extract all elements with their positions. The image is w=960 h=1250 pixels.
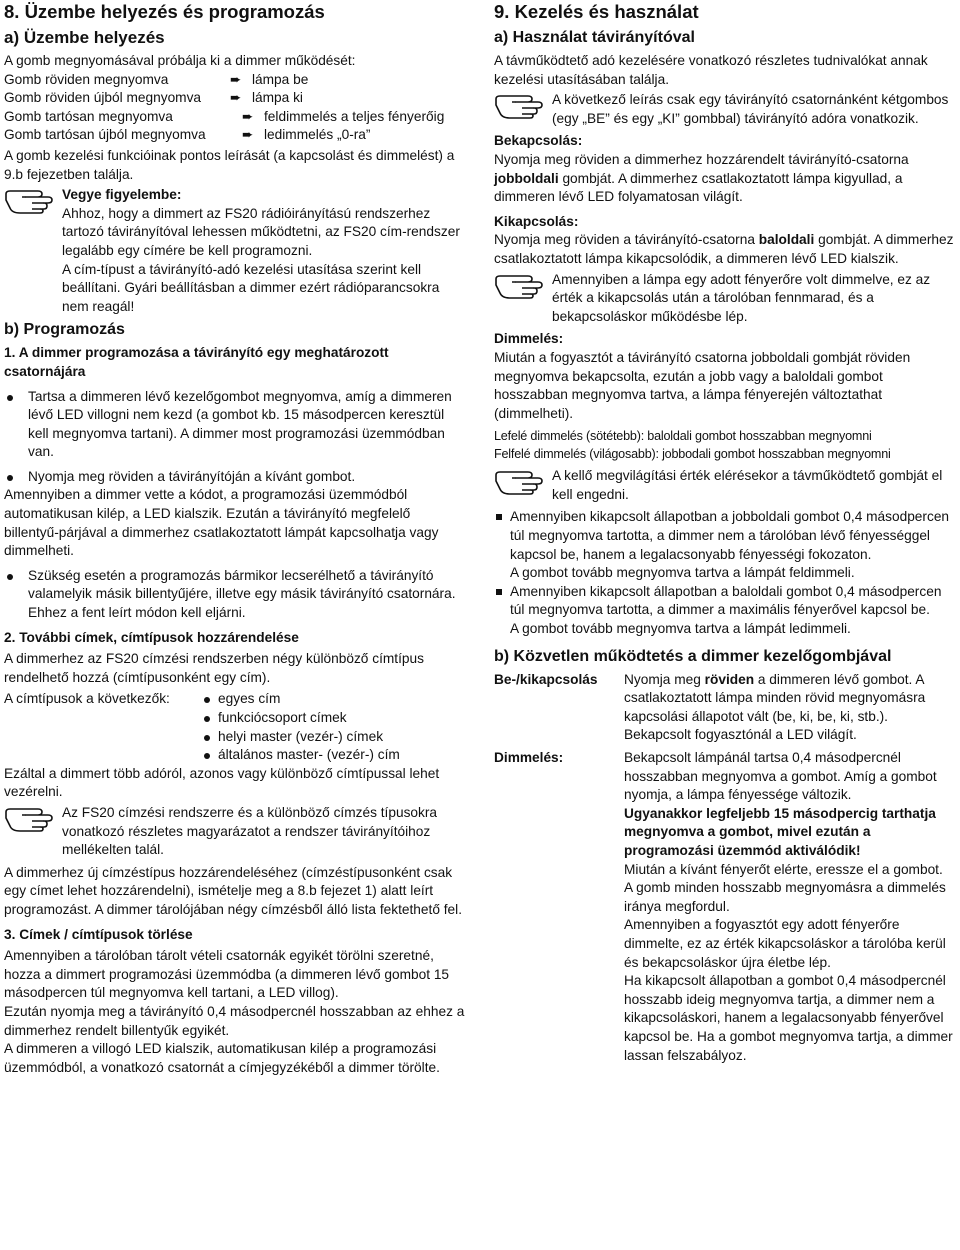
paragraph: A dimmerhez az FS20 címzési rendszerben négy különböző címtípus rendelhető hozzá (címtípusonként egy cím). [4, 651, 424, 685]
right-column [494, 0, 956, 1065]
bullet-item: Tartsa a dimmeren lévő kezelőgombot megnyomva, amíg a dimmeren lévő LED villogni nem kezd (a gombot kb. 15 másodpercen keresztül kell megnyomva tartani). A dimmer most programozási üzemmódban van. [4, 388, 466, 462]
step-title: 2. További címek, címtípusok hozzárendelése [4, 629, 299, 645]
left-column [4, 0, 466, 1077]
subsection-title: a) Használat távirányítóval [494, 29, 695, 46]
definition-term: Dimmelés: [494, 750, 564, 765]
arrow-right-icon: ➨ [242, 127, 254, 143]
step-title: 3. Címek / címtípusok törlése [4, 926, 193, 942]
note-block [494, 91, 956, 128]
pointing-hand-icon [4, 188, 58, 214]
definition-row: Be-/kikapcsolás Nyomja meg röviden a dimmeren lévő gombot. A csatlakoztatott lámpa minden rövid megnyomásra kapcsolási állapotot vált (be, ki, be, ki, stb.). Bekapcsolt fogyasztónál a LED világít. [494, 671, 956, 745]
paragraph: Ezután nyomja meg a távirányító 0,4 másodpercnél hosszabban az ehhez a dimmerhez rendelt billentyűk egyikét. [4, 1003, 465, 1038]
subsection-title: a) Üzembe helyezés [4, 28, 165, 47]
note-text: A cím-típust a távirányító-adó kezelési utasítása szerint kell beállítani. Gyári beállításban a dimmer ezért rádióparancsokra nem reagál! [62, 261, 440, 314]
note-text: A következő leírás csak egy távirányító csatornánként kétgombos (egy „BE” és egy „KI” gombbal) távirányító adóra vonatkozik. [552, 92, 949, 126]
term-title: Kikapcsolás: [494, 213, 579, 229]
term-title: Dimmelés: [494, 331, 564, 347]
pointing-hand-icon [494, 273, 548, 299]
operation-row: Gomb tartósan megnyomva ➨ feldimmelés a teljes fényerőig [4, 108, 466, 127]
square-bullet-icon [496, 589, 502, 595]
note-title: Vegye figyelembe: [62, 187, 182, 203]
square-bullet-icon [496, 514, 502, 520]
paragraph: A dimmerhez új címzéstípus hozzárendeléséhez (címzéstípusonként csak egy címet lehet hozzárendelni), ismételje meg a 8.b fejezet 1) alatt leírt programozást. A dimmer tárolójában négy címzésből álló lista fektethető fel. [4, 864, 463, 917]
dim-up-line: Felfelé dimmelés (világosabb): jobbodali gombot hosszabban megnyomni [494, 447, 891, 462]
note-text: Az FS20 címzési rendszerre és a különböző címzés típusokra vonatkozó részletes magyarázatot a rendszer távirányítóihoz mellékelten talál. [62, 804, 438, 858]
pointing-hand-icon [4, 806, 58, 832]
pointing-hand-icon [494, 93, 548, 119]
paragraph: Nyomja meg röviden a dimmerhez hozzárendelt távirányító-csatorna jobboldali gombját. A dimmerhez csatlakoztatott lámpa kigyullad, a dimmeren lévő LED folyamatosan világít. [494, 151, 909, 205]
note-block [494, 467, 956, 504]
paragraph: A távműködtető adó kezelésére vonatkozó részletes tudnivalókat annak kezelési utasításában találja. [494, 53, 928, 87]
note-text: A kellő megvilágítási érték elérésekor a távműködtető gombját el kell engedni. [552, 468, 943, 502]
section-title: 8. Üzembe helyezés és programozás [4, 1, 325, 22]
term-title: Bekapcsolás: [494, 133, 583, 149]
bullet-icon [7, 395, 13, 401]
note-block [4, 186, 466, 316]
square-bullet-item: Amennyiben kikapcsolt állapotban a jobboldali gombot 0,4 másodpercen túl megnyomva tartotta, a dimmer nem a tárolóban lévő fényességgel kapcsol be, hanem a legalacsonyabb fényességi fokozaton. A gombot tovább megnyomva tartva a lámpát feldimmeli. [494, 508, 956, 582]
bullet-icon [7, 574, 13, 580]
note-text: Amennyiben a lámpa egy adott fényerőre volt dimmelve, ez az érték a kikapcsolás után a tárolóban fennmarad, és a bekapcsoláskor működésbe lép. [552, 271, 931, 324]
operation-row: Gomb röviden újból megnyomva ➨ lámpa ki [4, 89, 466, 108]
address-type-item: általános master- (vezér-) cím [204, 746, 466, 765]
section-title: 9. Kezelés és használat [494, 1, 699, 22]
paragraph: Amennyiben a tárolóban tárolt vételi csatornák egyikét törölni szeretné, hozza a dimmert programozási üzemmódba (a dimmeren lévő gombot 15 másodpercen túl megnyomva kell tartani, a LED villog). [4, 948, 450, 1001]
note-block [4, 804, 466, 860]
paragraph: A gomb kezelési funkcióinak pontos leírását (a kapcsolást és dimmelést) a 9.b fejezetben találja. [4, 147, 455, 182]
address-type-item: egyes cím [204, 690, 466, 709]
arrow-right-icon: ➨ [230, 71, 242, 87]
step-title: 1. A dimmer programozása a távirányító egy meghatározott csatornájára [4, 345, 389, 379]
paragraph: A gomb megnyomásával próbálja ki a dimmer működését: [4, 53, 356, 68]
address-type-item: funkciócsoport címek [204, 709, 466, 728]
paragraph: Miután a fogyasztót a távirányító csatorna jobboldali gombját röviden megnyomva bekapcsolta, ezután a jobb vagy a baloldali gombot hosszabban megnyomva tartva, a lámpa fényerején változtathat (dimmelheti). [494, 349, 911, 421]
paragraph: A dimmeren a villogó LED kialszik, automatikusan kilép a programozási üzemmódból, a vonatkozó csatornát a címjegyzékéből a dimmer törölte. [4, 1041, 440, 1075]
paragraph: Amennyiben a dimmer vette a kódot, a programozási üzemmódból automatikusan kilép, a LED kialszik. Ezután a távirányító megfelelő billentyű-párjával a dimmerhez csatlakoztatott lámpát kapcsolhatja vagy dimmelheti. [4, 487, 439, 559]
note-text: Ahhoz, hogy a dimmert az FS20 rádióirányítású rendszerhez tartozó távirányítóval lehessen működtetni, az FS20 cím-rendszer legalább egy címére be kell programozni. [62, 205, 460, 258]
subsection-title: b) Programozás [4, 321, 125, 339]
arrow-right-icon: ➨ [230, 90, 242, 106]
bullet-item: Nyomja meg röviden a távirányítóján a kívánt gombot. [4, 468, 466, 487]
arrow-right-icon: ➨ [242, 108, 254, 124]
paragraph: Ezáltal a dimmert több adóról, azonos vagy különböző címtípussal lehet vezérelni. [4, 765, 440, 800]
operations-list [4, 71, 466, 145]
square-bullet-item: Amennyiben kikapcsolt állapotban a baloldali gombot 0,4 másodpercen túl megnyomva tartotta, a dimmer a maximális fényerővel kapcsol be. A gombot tovább megnyomva tartva a lámpát ledimmeli. [494, 583, 956, 639]
bullet-item: Szükség esetén a programozás bármikor lecserélhető a távirányító valamelyik másik billentyűjére, illetve egy másik távirányító csatornára. Ehhez a fent leírt módon kell eljárni. [4, 567, 466, 623]
note-block [494, 271, 956, 327]
definition-term: Be-/kikapcsolás [494, 671, 598, 687]
dim-down-line: Lefelé dimmelés (sötétebb): baloldali gombot hosszabban megnyomni [494, 429, 872, 444]
pointing-hand-icon [494, 469, 548, 495]
definition-row: Dimmelés: Bekapcsolt lámpánál tartsa 0,4 másodpercnél hosszabban megnyomva a gombot. Amíg a gombot nyomja, a lámpa fényessége változik. Ugyanakkor legfeljebb 15 másodpercig tarthatja megnyomva a gombot, mivel ezután a programozási üzemmód aktiválódik! Miután a kívánt fényerőt elérte, eressze el a gombot. A gomb minden hosszabb megnyomásra a dimmelés iránya megfordul. Amennyiben a fogyasztót egy adott fényerőre dimmelte, ez az érték kikapcsoláskor a tárolóba kerül és bekapcsoláskor újra életbe lép. Ha kikapcsolt állapotban a gombot 0,4 másodpercnél hosszabb ideig megnyomva tartja, a dimmer nem a kikapcsoláskori, hanem a legalacsonyabb fényerővel kapcsol be. Ha a gombot megnyomva tartja, a dimmer lassan felszabályoz. [494, 749, 956, 1065]
operation-row: Gomb tartósan újból megnyomva ➨ ledimmelés „0-ra” [4, 126, 466, 145]
address-types: A címtípusok a következők: egyes cím funkciócsoport címek helyi master (vezér-) címek általános master- (vezér-) cím [4, 690, 466, 764]
operation-row: Gomb röviden megnyomva ➨ lámpa be [4, 71, 466, 90]
address-type-item: helyi master (vezér-) címek [204, 728, 466, 747]
subsection-title: b) Közvetlen működtetés a dimmer kezelőgombjával [494, 647, 892, 665]
bullet-icon [7, 475, 13, 481]
paragraph: Nyomja meg röviden a távirányító-csatorna baloldali gombját. A dimmerhez csatlakoztatott lámpa kikapcsolódik, a dimmeren lévő LED kialszik. [494, 232, 954, 266]
